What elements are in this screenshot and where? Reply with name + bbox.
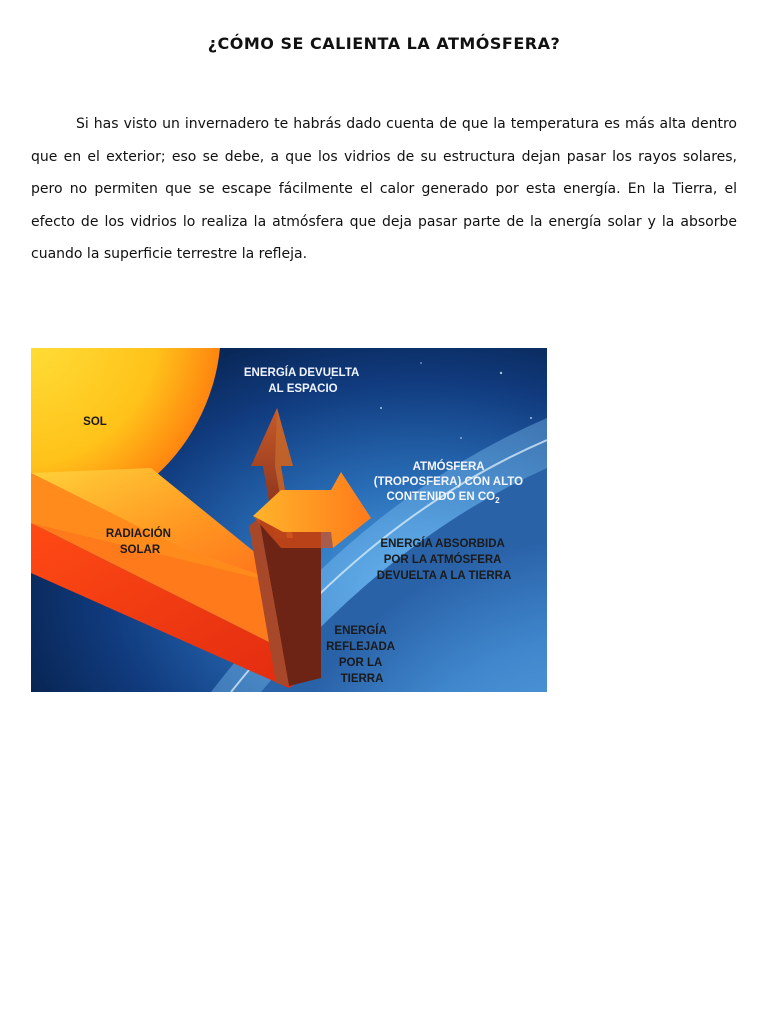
page-title: ¿CÓMO SE CALIENTA LA ATMÓSFERA?: [207, 34, 561, 53]
label-atmosphere: ATMÓSFERA (TROPOSFERA) CON ALTO CONTENIDO EN $CO_2$: [373, 461, 524, 505]
label-sun: SOL: [83, 416, 107, 428]
label-reflected: ENERGÍA REFLEJADA POR LA TIERRA: [326, 625, 395, 685]
body-paragraph: Si has visto un invernadero te habrás dado cuenta de que la temperatura es más alta dentro que en el exterior; eso se debe, a que los vidrios de su estructura dejan pasar los rayos solares, pero no permiten que se escape fácilmente el calor generado por esta energía. En la Tierra, el efecto de los vidrios lo realiza la atmósfera que deja pasar parte de la energía solar y la absorbe cuando la superficie terrestre la refleja.: [31, 116, 737, 262]
label-returned-space: ENERGÍA DEVUELTA AL ESPACIO: [243, 367, 359, 395]
greenhouse-diagram: [31, 348, 547, 692]
label-solar-radiation: RADIACIÓN SOLAR: [105, 528, 171, 556]
label-absorbed: ENERGÍA ABSORBIDA POR LA ATMÓSFERA DEVUELTA A LA TIERRA: [376, 538, 512, 582]
diagram-svg: [31, 348, 547, 692]
